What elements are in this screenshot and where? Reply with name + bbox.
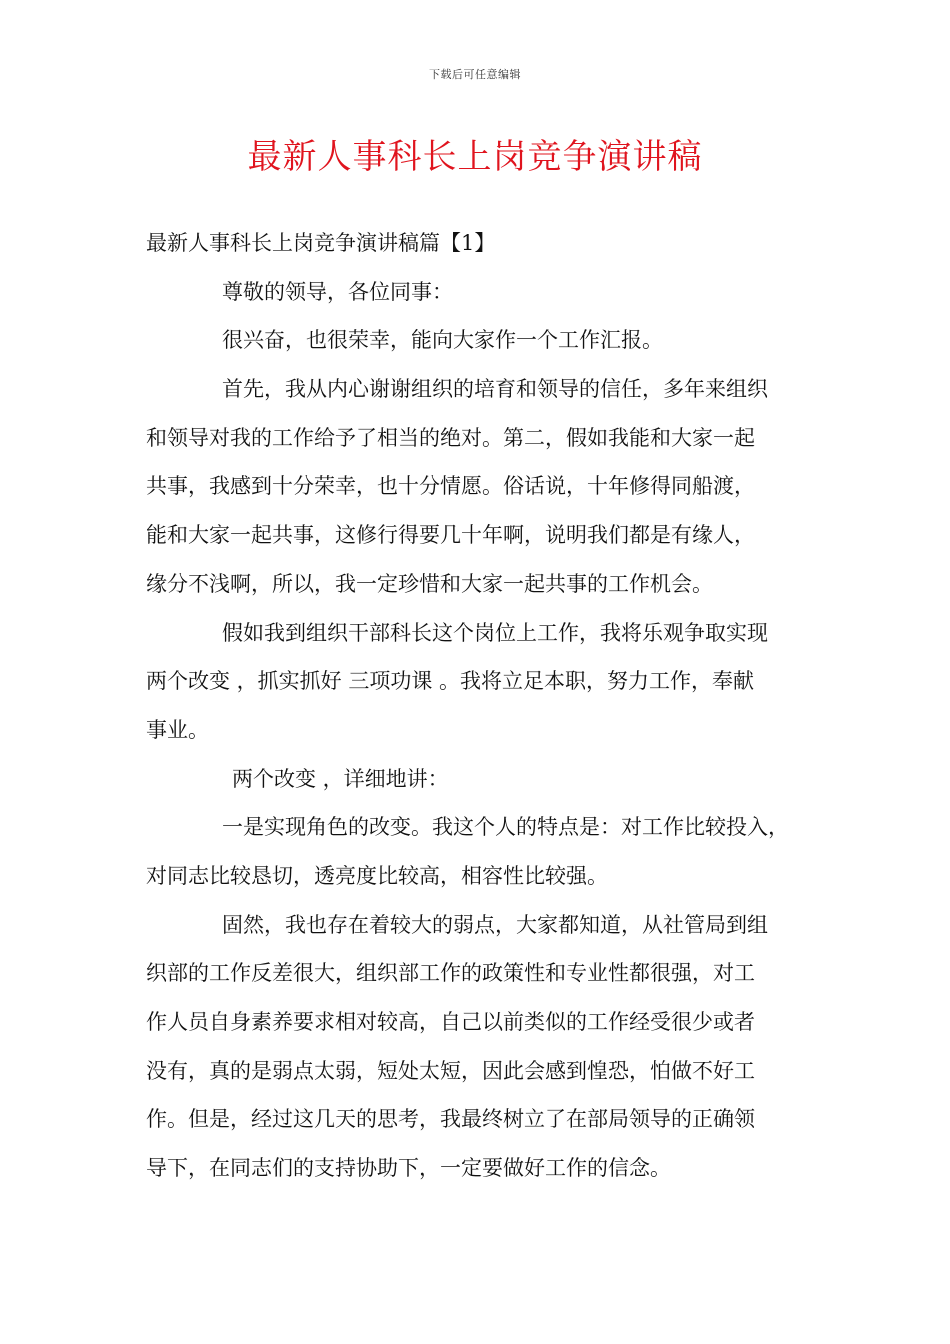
paragraph-line: 两个改变 ，抓实抓好 三项功课 。我将立足本职，努力工作，奉献 — [146, 669, 755, 694]
paragraph-line: 能和大家一起共事，这修行得要几十年啊，说明我们都是有缘人， — [146, 523, 755, 548]
section-heading: 最新人事科长上岗竞争演讲稿篇【1】 — [146, 231, 496, 255]
paragraph-line: 和领导对我的工作给予了相当的绝对。第二，假如我能和大家一起 — [146, 425, 755, 450]
paragraph-line: 首先，我从内心谢谢组织的培育和领导的信任，多年来组织 — [222, 377, 768, 402]
paragraph-line: 固然，我也存在着较大的弱点，大家都知道，从社管局到组 — [222, 912, 768, 937]
paragraph-line: 两个改变 ，详细地讲： — [232, 766, 449, 791]
header-note: 下载后可任意编辑 — [429, 68, 521, 81]
paragraph-line: 作人员自身素养要求相对较高，自己以前类似的工作经受很少或者 — [146, 1010, 755, 1034]
paragraph-line: 假如我到组织干部科长这个岗位上工作，我将乐观争取实现 — [222, 620, 768, 645]
paragraph-line: 作。但是，经过这几天的思考，我最终树立了在部局领导的正确领 — [146, 1107, 755, 1132]
document-body — [146, 225, 826, 1188]
paragraph-line: 没有，真的是弱点太弱，短处太短，因此会感到惶恐，怕做不好工 — [146, 1058, 755, 1083]
paragraph-line: 共事，我感到十分荣幸，也十分情愿。俗话说，十年修得同船渡， — [146, 474, 755, 499]
paragraph-line: 缘分不浅啊，所以，我一定珍惜和大家一起共事的工作机会。 — [146, 571, 713, 596]
paragraph-line: 导下，在同志们的支持协助下，一定要做好工作的信念。 — [146, 1156, 671, 1181]
paragraph-line: 对同志比较恳切，透亮度比较高，相容性比较强。 — [146, 863, 608, 888]
document-title: 最新人事科长上岗竞争演讲稿 — [247, 137, 703, 177]
paragraph-line: 织部的工作反差很大，组织部工作的政策性和专业性都很强，对工 — [146, 961, 755, 986]
greeting-line: 尊敬的领导，各位同事： — [222, 279, 453, 304]
paragraph-line: 事业。 — [146, 717, 209, 742]
paragraph-line: 很兴奋，也很荣幸，能向大家作一个工作汇报。 — [222, 328, 663, 353]
paragraph-line: 一是实现角色的改变。我这个人的特点是：对工作比较投入， — [222, 815, 789, 840]
